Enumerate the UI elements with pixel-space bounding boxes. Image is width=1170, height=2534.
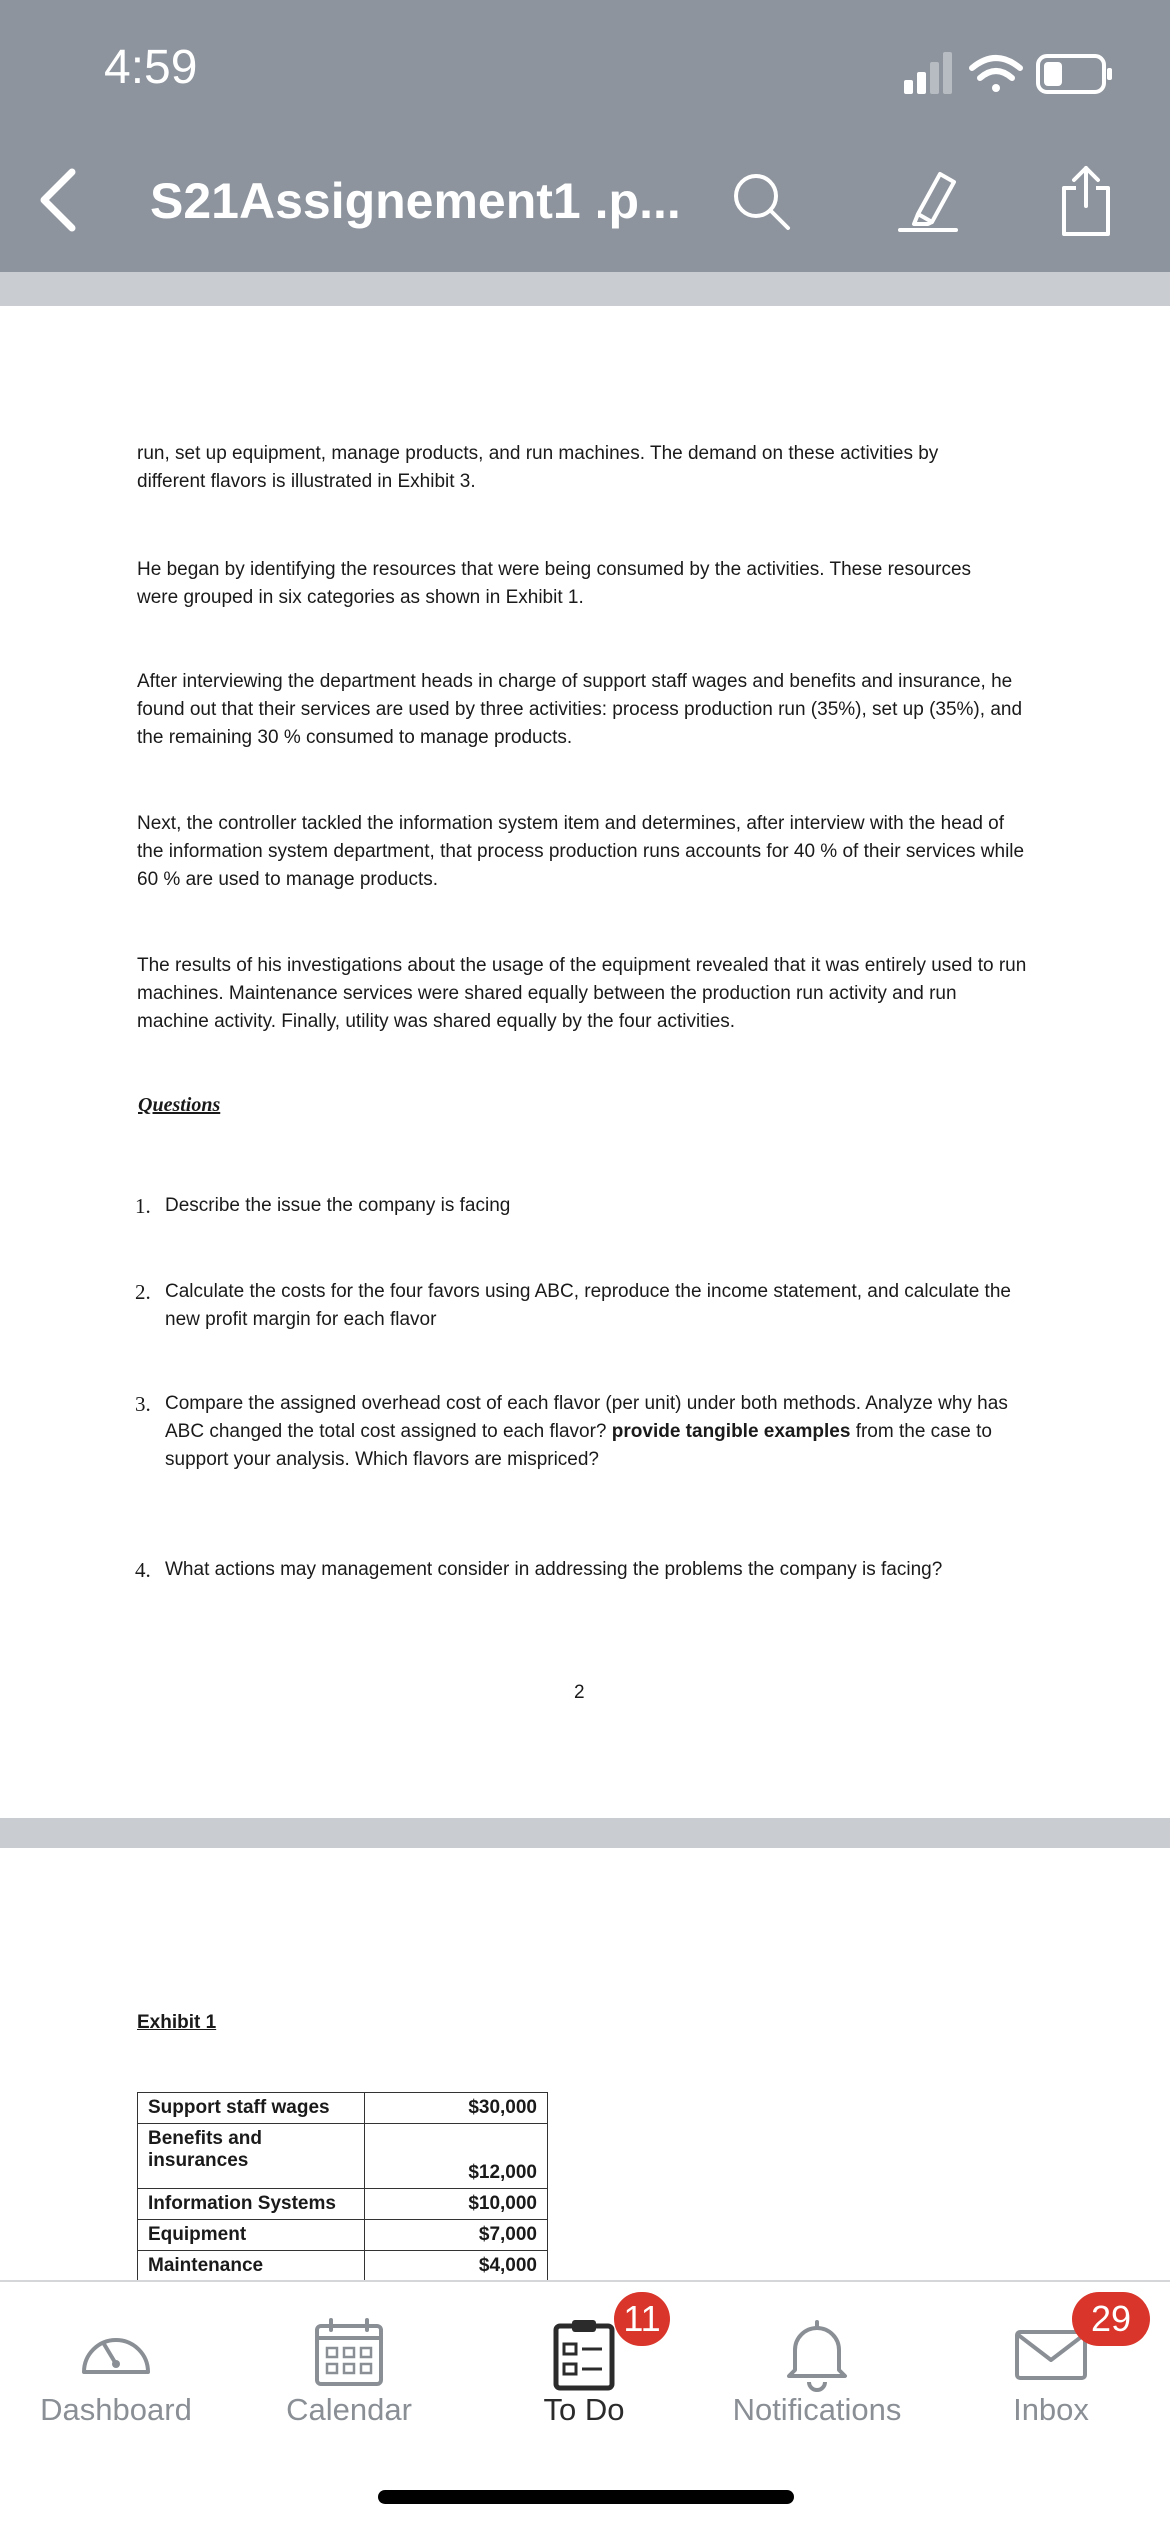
- search-button[interactable]: [722, 160, 802, 240]
- table-row: [138, 2189, 548, 2220]
- document-title: S21Assignement1 .p...: [150, 173, 681, 229]
- question-number: 1.: [135, 1194, 151, 1218]
- page-number: 2: [574, 1682, 585, 1703]
- bell-icon: [777, 2314, 857, 2394]
- tab-label: Calendar: [286, 2392, 412, 2427]
- wifi-icon: [972, 58, 1020, 92]
- question-text-part: Compare the assigned overhead cost of each flavor (per unit) under both methods. Analyze why has ABC changed the total cost assigned to each flavor?: [165, 1393, 1008, 1442]
- todo-badge: 11: [614, 2292, 670, 2346]
- paragraph: He began by identifying the resources that were being consumed by the activities. These resources were grouped in six categories as shown in Exhibit 1.: [137, 559, 972, 608]
- home-indicator[interactable]: [378, 2490, 794, 2504]
- table-cell-label: Benefits and insurances: [138, 2124, 365, 2189]
- chevron-left-icon: [20, 160, 100, 240]
- question-text-part: from the case to support your analysis. Which flavors are mispriced?: [165, 1421, 992, 1470]
- question-text: Calculate the costs for the four favors using ABC, reproduce the income statement, and calculate the new profit margin for each flavor: [165, 1281, 1011, 1330]
- questions-heading: Questions: [138, 1094, 221, 1116]
- signal-icon: [904, 52, 952, 94]
- inbox-badge: 29: [1072, 2292, 1150, 2346]
- table-cell-label: Information Systems: [138, 2189, 365, 2220]
- paragraph: After interviewing the department heads in charge of support staff wages and benefits and insurance, he found out that their services are used by three activities: process production run (35%), set up (35%), and the remaining 30 % consumed to manage products.: [137, 671, 1023, 748]
- exhibit-table: [137, 2092, 548, 2280]
- battery-icon: [1038, 56, 1112, 92]
- table-cell-label: Equipment: [138, 2220, 365, 2251]
- clipboard-checklist-icon: [544, 2314, 624, 2394]
- table-row: [138, 2124, 548, 2189]
- table-cell-amount: $4,000: [365, 2251, 548, 2281]
- table-cell-amount: $30,000: [365, 2093, 548, 2124]
- paragraph: Next, the controller tackled the information system item and determines, after interview with the head of the information system department, that process production runs accounts for 40 % of their services while 60 % are used to manage products.: [137, 813, 1025, 890]
- annotate-button[interactable]: [888, 160, 968, 240]
- page-separator: [0, 1818, 1170, 1848]
- document-page[interactable]: [0, 1848, 1170, 2280]
- table-row: [138, 2220, 548, 2251]
- tab-label: To Do: [543, 2392, 625, 2427]
- paragraph: The results of his investigations about the usage of the equipment revealed that it was entirely used to run machines. Maintenance services were shared equally between the production run activity and run machine activity. Finally, utility was shared equally by the four activities.: [137, 955, 1027, 1032]
- table-cell-label: Support staff wages: [138, 2093, 365, 2124]
- tab-todo[interactable]: [466, 2282, 702, 2452]
- question-text: What actions may management consider in addressing the problems the company is facing?: [165, 1559, 943, 1580]
- status-time: 4:59: [104, 41, 198, 94]
- tab-label: Notifications: [732, 2392, 902, 2427]
- exhibit-heading: Exhibit 1: [137, 2012, 217, 2033]
- table-cell-label: Maintenance: [138, 2251, 365, 2281]
- search-icon: [722, 160, 802, 240]
- table-cell-amount: $7,000: [365, 2220, 548, 2251]
- share-button[interactable]: [1046, 160, 1126, 240]
- table-row: [138, 2093, 548, 2124]
- tab-inbox[interactable]: [932, 2282, 1170, 2452]
- calendar-icon: [309, 2314, 389, 2394]
- question-number: 3.: [135, 1392, 151, 1416]
- tab-calendar[interactable]: [232, 2282, 466, 2452]
- question-item: [137, 1390, 1037, 1474]
- table-cell-amount: $10,000: [365, 2189, 548, 2220]
- back-button[interactable]: [20, 160, 100, 240]
- table-cell-amount: $12,000: [365, 2124, 548, 2189]
- page-separator: [0, 272, 1170, 306]
- tab-notifications[interactable]: [702, 2282, 932, 2452]
- document-page[interactable]: [0, 306, 1170, 1818]
- question-text-emphasis: provide tangible examples: [611, 1421, 851, 1442]
- table-row: [138, 2251, 548, 2281]
- tab-dashboard[interactable]: [0, 2282, 232, 2452]
- question-item: [137, 1556, 1037, 1584]
- question-text: [137, 1390, 1037, 1474]
- status-icons: [904, 50, 1114, 100]
- question-number: 2.: [135, 1280, 151, 1304]
- question-item: [137, 1192, 1037, 1220]
- question-number: 4.: [135, 1558, 151, 1582]
- question-text: Describe the issue the company is facing: [165, 1195, 511, 1216]
- question-item: [137, 1278, 1037, 1334]
- tab-label: Inbox: [1013, 2392, 1089, 2427]
- share-icon: [1046, 160, 1126, 240]
- speedometer-icon: [76, 2314, 156, 2394]
- tab-label: Dashboard: [40, 2392, 192, 2427]
- paragraph: run, set up equipment, manage products, and run machines. The demand on these activities by different flavors is illustrated in Exhibit 3.: [137, 443, 939, 492]
- highlighter-icon: [888, 160, 968, 240]
- header-bar: [0, 0, 1170, 272]
